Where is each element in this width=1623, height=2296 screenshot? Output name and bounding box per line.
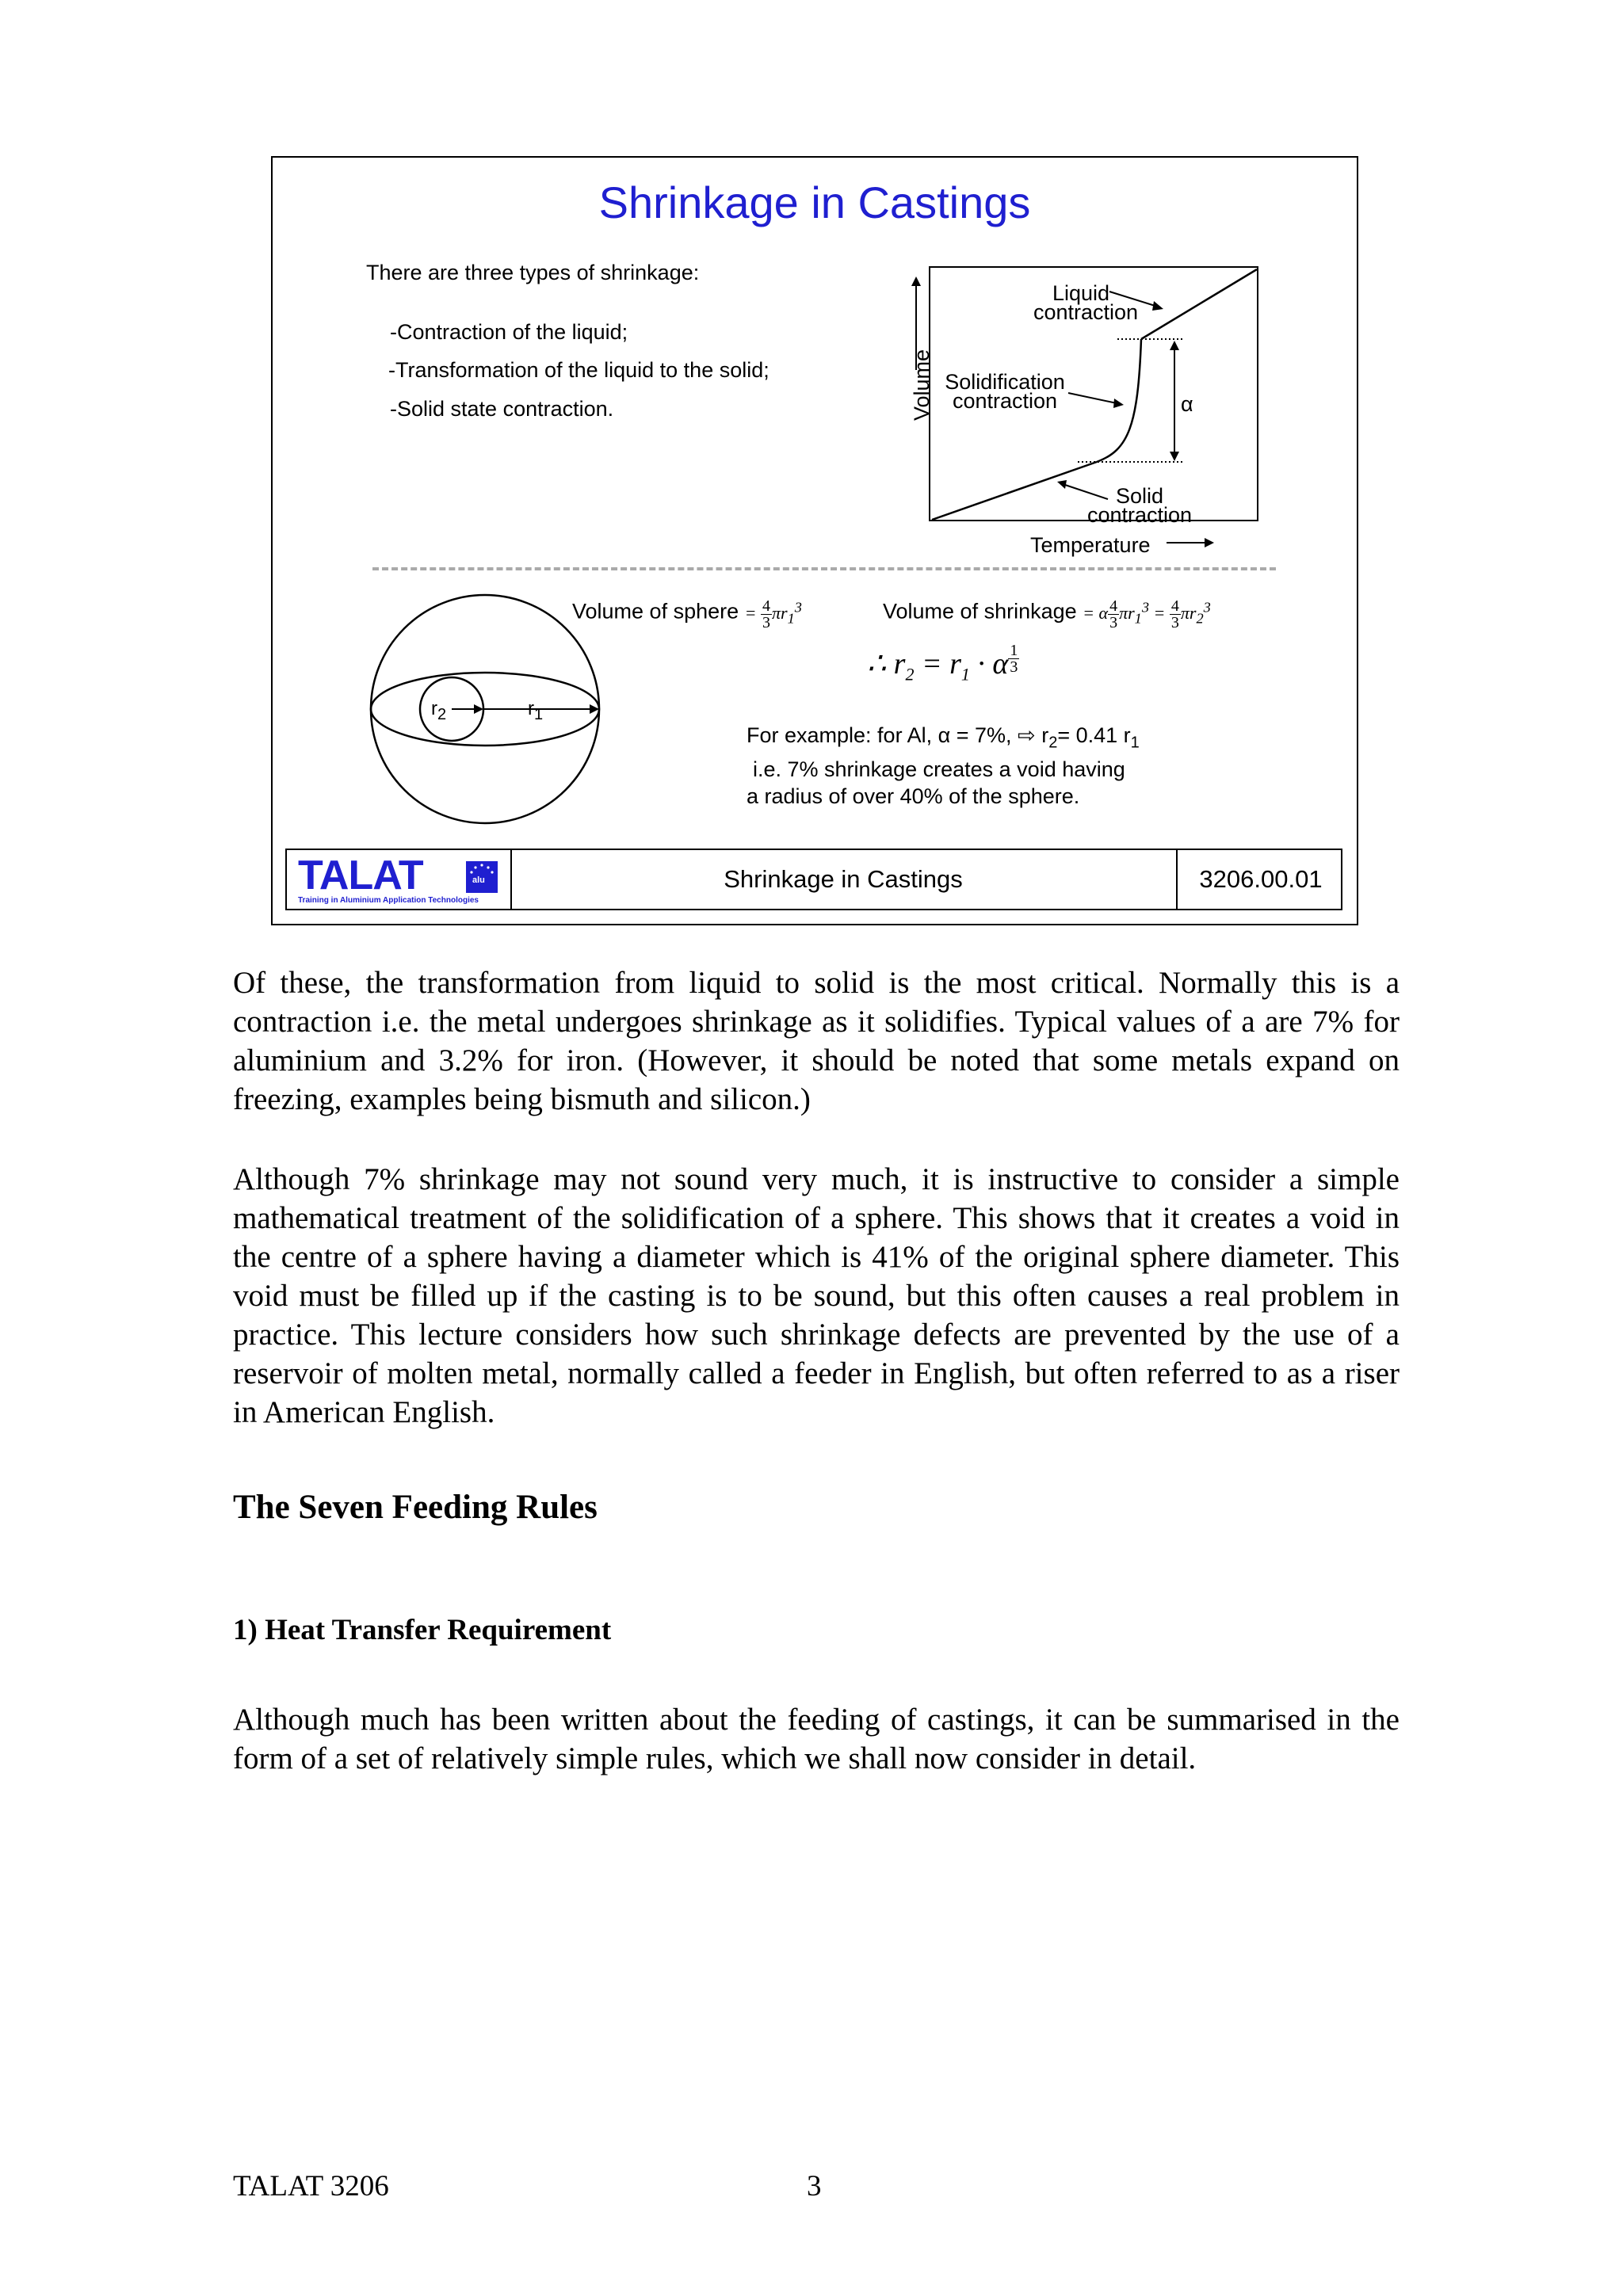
bullet-solid-contraction: -Solid state contraction. — [390, 397, 614, 421]
paragraph-feeding-rules: Although much has been written about the feeding of castings, it can be summarised in the form of a set of relatively simple rules, which we shall now consider in detail. — [233, 1703, 1400, 1775]
solidification-contraction-label — [935, 370, 1075, 413]
example-r2-sub: 2 — [1048, 734, 1058, 752]
example-r1-sub: 1 — [1130, 734, 1140, 752]
r1-letter: r — [528, 698, 534, 719]
r2-letter: r — [431, 698, 437, 719]
r1-subscript: 1 — [534, 705, 544, 723]
shrinkage-intro: There are three types of shrinkage: — [366, 261, 700, 284]
section-heading: The Seven Feeding Rules — [233, 1489, 598, 1526]
bullet-liquid-contraction: -Contraction of the liquid; — [390, 320, 628, 344]
eu-stars-icon — [466, 861, 498, 893]
alpha-label: α — [1181, 392, 1193, 416]
r2-subscript: 2 — [437, 705, 447, 723]
liquid-label-line1: Liquid — [1052, 281, 1110, 305]
sphere-diagram — [366, 590, 604, 828]
r1-label — [528, 698, 543, 724]
solid-contraction-label — [1084, 484, 1195, 527]
logo-subtitle: Training in Aluminium Application Technologies — [298, 896, 479, 905]
radius-ratio-equation: ∴ $r_2 = r_1 \cdot \alpha$ $^{\frac{1}{3}}$ — [867, 642, 1018, 685]
solid-label-line1: Solid — [1115, 484, 1164, 508]
volume-of-sphere-label: Volume of sphere — [572, 599, 739, 624]
aluminium-example — [747, 722, 1140, 810]
volume-of-shrinkage-equation: Volume of shrinkage = α $\frac{4}{3}$ $\pi r_1^3$ = $\frac{4}{3}$ $\pi r_2^3$ — [883, 597, 1211, 631]
footer-code: 3206.00.01 — [1176, 850, 1344, 909]
example-line-1 — [747, 722, 1140, 756]
volume-of-sphere-equation: Volume of sphere = $\frac{4}{3}$ $\pi r_1^3$ — [572, 597, 802, 631]
logo-badge: alu — [472, 875, 485, 885]
implies-arrow-icon: ⇨ — [1018, 723, 1036, 747]
example-prefix: For example: for Al, — [747, 723, 933, 747]
example-line-2: i.e. 7% shrinkage creates a void having — [753, 757, 1125, 782]
solid-label-line2: contraction — [1086, 503, 1193, 527]
solidification-label-line2: contraction — [952, 389, 1058, 413]
x-axis-arrow-icon — [1165, 535, 1216, 551]
logo-text: TALAT — [298, 852, 423, 898]
example-value: = 0.41 r — [1057, 723, 1131, 747]
graph-x-axis-label: Temperature — [1030, 533, 1151, 557]
footer-title: Shrinkage in Castings — [724, 865, 963, 893]
r2-label — [431, 698, 446, 724]
example-line-3: a radius of over 40% of the sphere. — [747, 784, 1080, 809]
slide-title: Shrinkage in Castings — [598, 177, 1031, 227]
section-divider — [372, 567, 1276, 570]
volume-of-shrinkage-label: Volume of shrinkage — [883, 599, 1077, 624]
talat-logo — [287, 850, 512, 909]
subsection-heading: 1) Heat Transfer Requirement — [233, 1614, 612, 1646]
y-axis-arrow-icon — [907, 277, 926, 372]
example-r2: r — [1041, 723, 1049, 747]
bullet-transformation: -Transformation of the liquid to the solid; — [388, 358, 769, 382]
page-number: 3 — [807, 2170, 822, 2203]
example-percent: = 7%, — [956, 723, 1012, 747]
example-alpha: α — [938, 723, 951, 747]
slide-figure — [271, 156, 1358, 925]
liquid-label-line2: contraction — [1033, 300, 1139, 324]
volume-temperature-graph — [929, 266, 1258, 527]
liquid-contraction-label — [1033, 281, 1139, 324]
solidification-label-line1: Solidification — [945, 370, 1065, 394]
paragraph-critical-transformation: Of these, the transformation from liquid to solid is the most critical. Normally this is a contraction i.e. the metal undergoes shrinkage as it solidifies. Typical values of a are 7% for aluminium and 3.2% for iron. (However, it should be noted that some metals expand on freezing, examples being bismuth and silicon.) — [233, 966, 1400, 1116]
page-footer-doc-id: TALAT 3206 — [233, 2170, 389, 2203]
graph-y-axis-label: Volume — [910, 349, 934, 421]
paragraph-sphere-treatment: Although 7% shrinkage may not sound very much, it is instructive to consider a simple mathematical treatment of the solidification of a sphere. This shows that it creates a void in the centre of a sphere having a diameter which is 41% of the original sphere diameter. This void must be filled up if the casting is to be sound, but this often causes a real problem in practice. This lecture considers how such shrinkage defects are prevented by the use of a reservoir of molten metal, normally called a feeder in English, but often referred to as a riser in American English. — [233, 1162, 1400, 1429]
slide-footer — [285, 849, 1342, 910]
